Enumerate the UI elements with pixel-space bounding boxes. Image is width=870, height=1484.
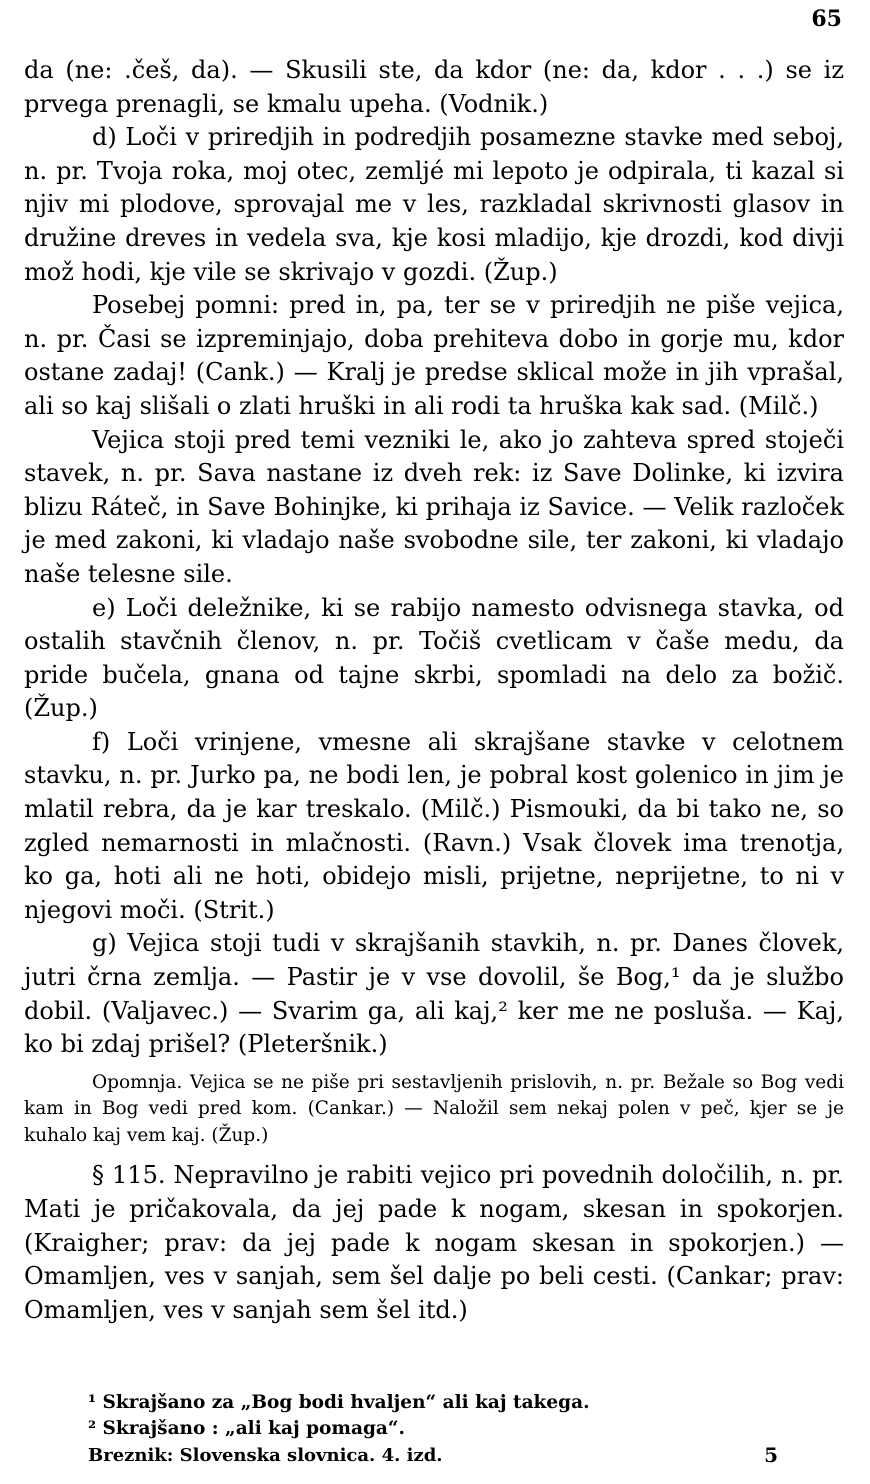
paragraph-1: da (ne: .češ, da). — Skusili ste, da kdor (ne: da, kdor . . .) se iz prvega prenagli, se kmalu upeha. (Vodnik.) [24, 56, 844, 118]
page-footer [88, 1445, 788, 1466]
footnote-1: ¹ Skrajšano za „Bog bodi hvaljen“ ali kaj takega. [88, 1392, 590, 1413]
section-115-paragraph: § 115. Nepravilno je rabiti vejico pri povednih določilih, n. pr. Mati je pričakovala, da jej pade k nogam, skesan in spokorjen. (Kraigher; prav: da jej pade k nogam skesan in spokorjen.) — Omamljen, ves v sanjah, sem šel dalje po beli cesti. (Cankar; prav: Omamljen, ves v sanjah sem šel itd.) [24, 1161, 844, 1324]
paragraph-5: e) Loči deležnike, ki se rabijo namesto odvisnega stavka, od ostalih stavčnih členov, n. pr. Točiš cvetlicam v čaše medu, da pride bučela, gnana od tajne skrbi, spomladi na delo za božič. (Žup.) [24, 593, 844, 723]
paragraph-6: f) Loči vrinjene, vmesne ali skrajšane stavke v celotnem stavku, n. pr. Jurko pa, ne bodi len, je pobral kost golenico in jim je mlatil rebra, da je kar treskalo. (Milč.) Pismouki, da bi tako ne, so zgled nemarnosti in mlačnosti. (Ravn.) Vsak človek ima trenotja, ko ga, hoti ali ne hoti, obidejo misli, prijetne, neprijetne, to ni v njegovi moči. (Strit.) [24, 727, 844, 924]
remark-note: Opomnja. Vejica se ne piše pri sestavljenih prislovih, n. pr. Bežale so Bog vedi kam in Bog vedi pred kom. (Cankar.) — Naložil sem nekaj polen v peč, kjer se je kuhalo kaj vem kaj. (Žup.) [24, 1071, 844, 1146]
paragraph-2: d) Loči v priredjih in podredjih posamezne stavke med seboj, n. pr. Tvoja roka, moj otec, zemljé mi lepoto je odpirala, ti kazal si njiv mi plodove, sprovajal me v les, razkladal skrivnosti glasov in družine dreves in vedela sva, kje kosi mladijo, kje drozdi, kod divji mož hodi, kje vile se skrivajo v gozdi. (Žup.) [24, 123, 844, 286]
footnotes [88, 1390, 848, 1442]
paragraph-3: Posebej pomni: pred in, pa, ter se v priredjih ne piše vejica, n. pr. Časi se izpreminjajo, doba prehiteva dobo in gorje mu, kdor ostane zadaj! (Cank.) — Kralj je predse sklical može in jih vprašal, ali so kaj slišali o zlati hruški in ali rodi ta hruška kak sad. (Milč.) [24, 291, 844, 420]
page-number: 65 [811, 6, 842, 32]
footer-citation: Breznik: Slovenska slovnica. 4. izd. [88, 1445, 443, 1466]
footnote-2: ² Skrajšano : „ali kaj pomaga“. [88, 1418, 405, 1439]
paragraph-7: g) Vejica stoji tudi v skrajšanih stavkih, n. pr. Danes človek, jutri črna zemlja. — Pastir je v vse dovolil, še Bog,¹ da je službo dobil. (Valjavec.) — Svarim ga, ali kaj,² ker me ne posluša. — Kaj, ko bi zdaj prišel? (Pleteršnik.) [24, 929, 844, 1059]
paragraph-4: Vejica stoji pred temi vezniki le, ako jo zahteva spred stoječi stavek, n. pr. Sava nastane iz dveh rek: iz Save Dolinke, ki izvira blizu Ráteč, in Save Bohinjke, ki prihaja iz Savice. — Velik razloček je med zakoni, ki vladajo naše svobodne sile, ter zakoni, ki vladajo naše telesne sile. [24, 425, 844, 588]
page-content [24, 54, 844, 1327]
signature-mark: 5 [764, 1443, 778, 1467]
